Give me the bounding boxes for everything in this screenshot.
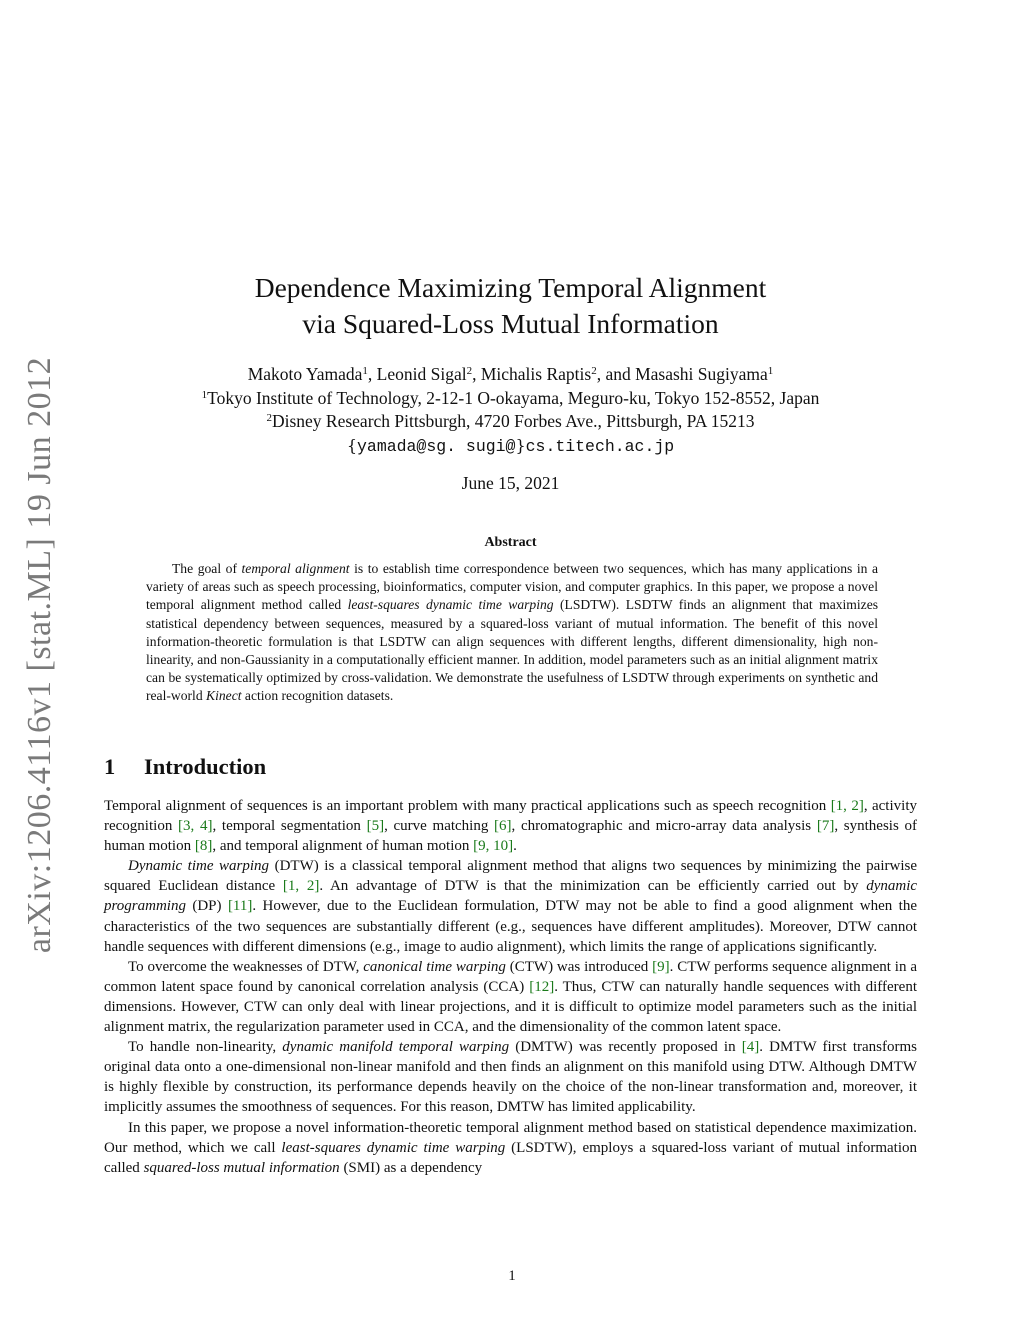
emphasis: canonical time warping	[363, 958, 506, 975]
text-run: (DMTW) was recently proposed in	[509, 1039, 742, 1056]
text-run: , synthesis of human motion	[104, 818, 917, 855]
citation-link[interactable]: [8]	[194, 838, 213, 855]
paragraph	[104, 957, 917, 1037]
text-run: (LSDTW), employs a squared-loss variant of mutual information called	[104, 1139, 918, 1176]
abstract-heading: Abstract	[484, 535, 537, 550]
citation-link[interactable]: [12]	[529, 978, 555, 995]
affiliation-mark: 1	[767, 365, 774, 377]
author-name: Masashi Sugiyama	[635, 364, 768, 384]
emphasis: dynamic programming	[104, 878, 918, 915]
affiliation-mark: 1	[201, 388, 208, 401]
title-line-2: via Squared-Loss Mutual Information	[302, 308, 719, 339]
affiliation-text: Disney Research Pittsburgh, 4720 Forbes Ave., Pittsburgh, PA 15213	[271, 411, 755, 431]
emphasis: dynamic manifold temporal warping	[282, 1039, 510, 1056]
emphasis: least-squares dynamic time warping	[281, 1139, 506, 1156]
affiliation-2	[104, 410, 917, 434]
paper-date: June 15, 2021	[461, 473, 560, 493]
paragraph	[104, 1118, 917, 1178]
affiliation-mark: 2	[266, 412, 272, 424]
affiliation-text: Tokyo Institute of Technology, 2-12-1 O-okayama, Meguro-ku, Tokyo 152-8552, Japan	[207, 387, 820, 408]
text-run: (DP)	[185, 898, 228, 915]
citation-link[interactable]: [1, 2]	[282, 878, 320, 895]
text-run: is to establish time correspondence between two sequences, which has many applications in a variety of areas such as speech processing, bioinformatics, computer vision, and computer graphics. In this paper, we propose a novel temporal alignment method called	[146, 561, 878, 613]
text-run: . An advantage of DTW is that the minimization can be efficiently carried out by	[319, 878, 867, 895]
email-brace-open: {	[346, 435, 358, 455]
affiliation-mark: 2	[591, 365, 597, 377]
text-run: In this paper, we propose a novel information-theoretic temporal alignment method based on statistical dependence maximization. Our method, which we call	[104, 1119, 917, 1156]
emphasis: temporal alignment	[241, 561, 350, 576]
paragraph	[104, 796, 917, 856]
text-run: The goal of	[172, 561, 242, 576]
citation-link[interactable]: [6]	[494, 818, 512, 835]
citation-link[interactable]: [3, 4]	[178, 818, 213, 835]
text-run: , temporal segmentation	[212, 818, 367, 835]
arxiv-identifier: arXiv:1206.4116v1 [stat.ML] 19 Jun 2012	[21, 356, 58, 954]
page-number: 1	[508, 1268, 516, 1284]
email-brace-close: }	[515, 435, 526, 455]
text-run: .	[513, 838, 517, 855]
author-separator: , and	[596, 364, 636, 384]
email-users: yamada@sg. sugi@	[357, 436, 516, 456]
affiliation-mark: 2	[466, 365, 473, 377]
citation-link[interactable]: [9, 10]	[473, 838, 514, 855]
affiliation-1	[104, 387, 917, 411]
text-run: . However, due to the Euclidean formulation, DTW may not be able to find a good alignment when the characteristics of the two sequences are substantially different (e.g., sequences have different amplitudes). Moreover, DTW cannot handle sequences with different dimensions (e.g., image to audio alignment), which limits the range of applications significantly.	[104, 898, 917, 955]
text-run: , chromatographic and micro-array data analysis	[511, 818, 817, 835]
citation-link[interactable]: [9]	[652, 958, 670, 975]
text-run: (LSDTW). LSDTW finds an alignment that maximizes statistical dependency between sequences, measured by a squared-loss variant of mutual information. The benefit of this novel information-theoretic formulation is that LSDTW can align sequences with different lengths, different dimensionality, high non-linearity, and non-Gaussianity in a computationally efficient manner. In addition, model parameters such as an initial alignment matrix can be systematically optimized by cross-validation. We demonstrate the usefulness of LSDTW through experiments on synthetic and real-world	[146, 597, 879, 704]
text-run: . DMTW first transforms original data onto a one-dimensional non-linear manifold and then finds an alignment on this manifold using DTW. Although DMTW is highly flexible by construction, its performance depends heavily on the choice of the non-linear transformation and, moreover, it implicitly assumes the smoothness of sequences. For this reason, DMTW has limited applicability.	[104, 1039, 917, 1116]
author-separator: ,	[367, 364, 377, 384]
author-name: Makoto Yamada	[247, 364, 363, 384]
citation-link[interactable]: [5]	[366, 818, 385, 835]
text-run: , and temporal alignment of human motion	[212, 838, 474, 855]
section-title: Introduction	[144, 754, 267, 779]
author-name: Leonid Sigal	[376, 364, 467, 384]
text-run: Temporal alignment of sequences is an important problem with many practical applications such as speech recognition	[104, 798, 831, 814]
text-run: action recognition datasets.	[241, 688, 394, 704]
author-block	[104, 363, 917, 458]
text-run: (CTW) was introduced	[505, 958, 653, 975]
emphasis: least-squares dynamic time warping	[347, 597, 554, 613]
abstract-text	[146, 560, 878, 706]
author-list	[104, 363, 917, 387]
emphasis: Dynamic time warping	[128, 858, 270, 875]
title-line-1: Dependence Maximizing Temporal Alignment	[254, 272, 767, 303]
author-name: Michalis Raptis	[480, 364, 592, 384]
section-body	[104, 796, 917, 1178]
citation-link[interactable]: [1, 2]	[830, 798, 864, 814]
emphasis: squared-loss mutual information	[143, 1159, 340, 1176]
text-run: (DTW) is a classical temporal alignment method that aligns two sequences by minimizing the pairwise squared Euclidean distance	[104, 858, 917, 895]
author-separator: ,	[472, 364, 481, 384]
paragraph	[104, 856, 917, 956]
text-run: To overcome the weaknesses of DTW,	[128, 958, 364, 975]
text-run: To handle non-linearity,	[128, 1039, 283, 1056]
affiliation-mark: 1	[362, 365, 368, 377]
citation-link[interactable]: [4]	[741, 1039, 760, 1056]
citation-link[interactable]: [7]	[816, 818, 835, 835]
email-domain: cs.titech.ac.jp	[525, 436, 675, 456]
emphasis: Kinect	[206, 688, 242, 704]
text-run: , curve matching	[384, 818, 495, 835]
section-heading	[104, 754, 266, 780]
paper-title	[104, 270, 917, 342]
author-emails	[104, 434, 917, 459]
text-run: . CTW performs sequence alignment in a common latent space found by canonical correlation analysis (CCA)	[104, 958, 917, 995]
citation-link[interactable]: [11]	[227, 898, 253, 915]
text-run: (SMI) as a dependency	[339, 1159, 483, 1176]
section-number: 1	[104, 754, 116, 779]
text-run: , activity recognition	[104, 798, 917, 835]
paragraph	[104, 1037, 917, 1117]
arxiv-sidebar-stamp	[18, 356, 62, 954]
text-run: . Thus, CTW can naturally handle sequences with different dimensions. However, CTW can only deal with linear projections, and it is difficult to optimize model parameters such as the initial alignment matrix, the regularization parameter used in CCA, and the dimensionality of the common latent space.	[104, 978, 917, 1036]
